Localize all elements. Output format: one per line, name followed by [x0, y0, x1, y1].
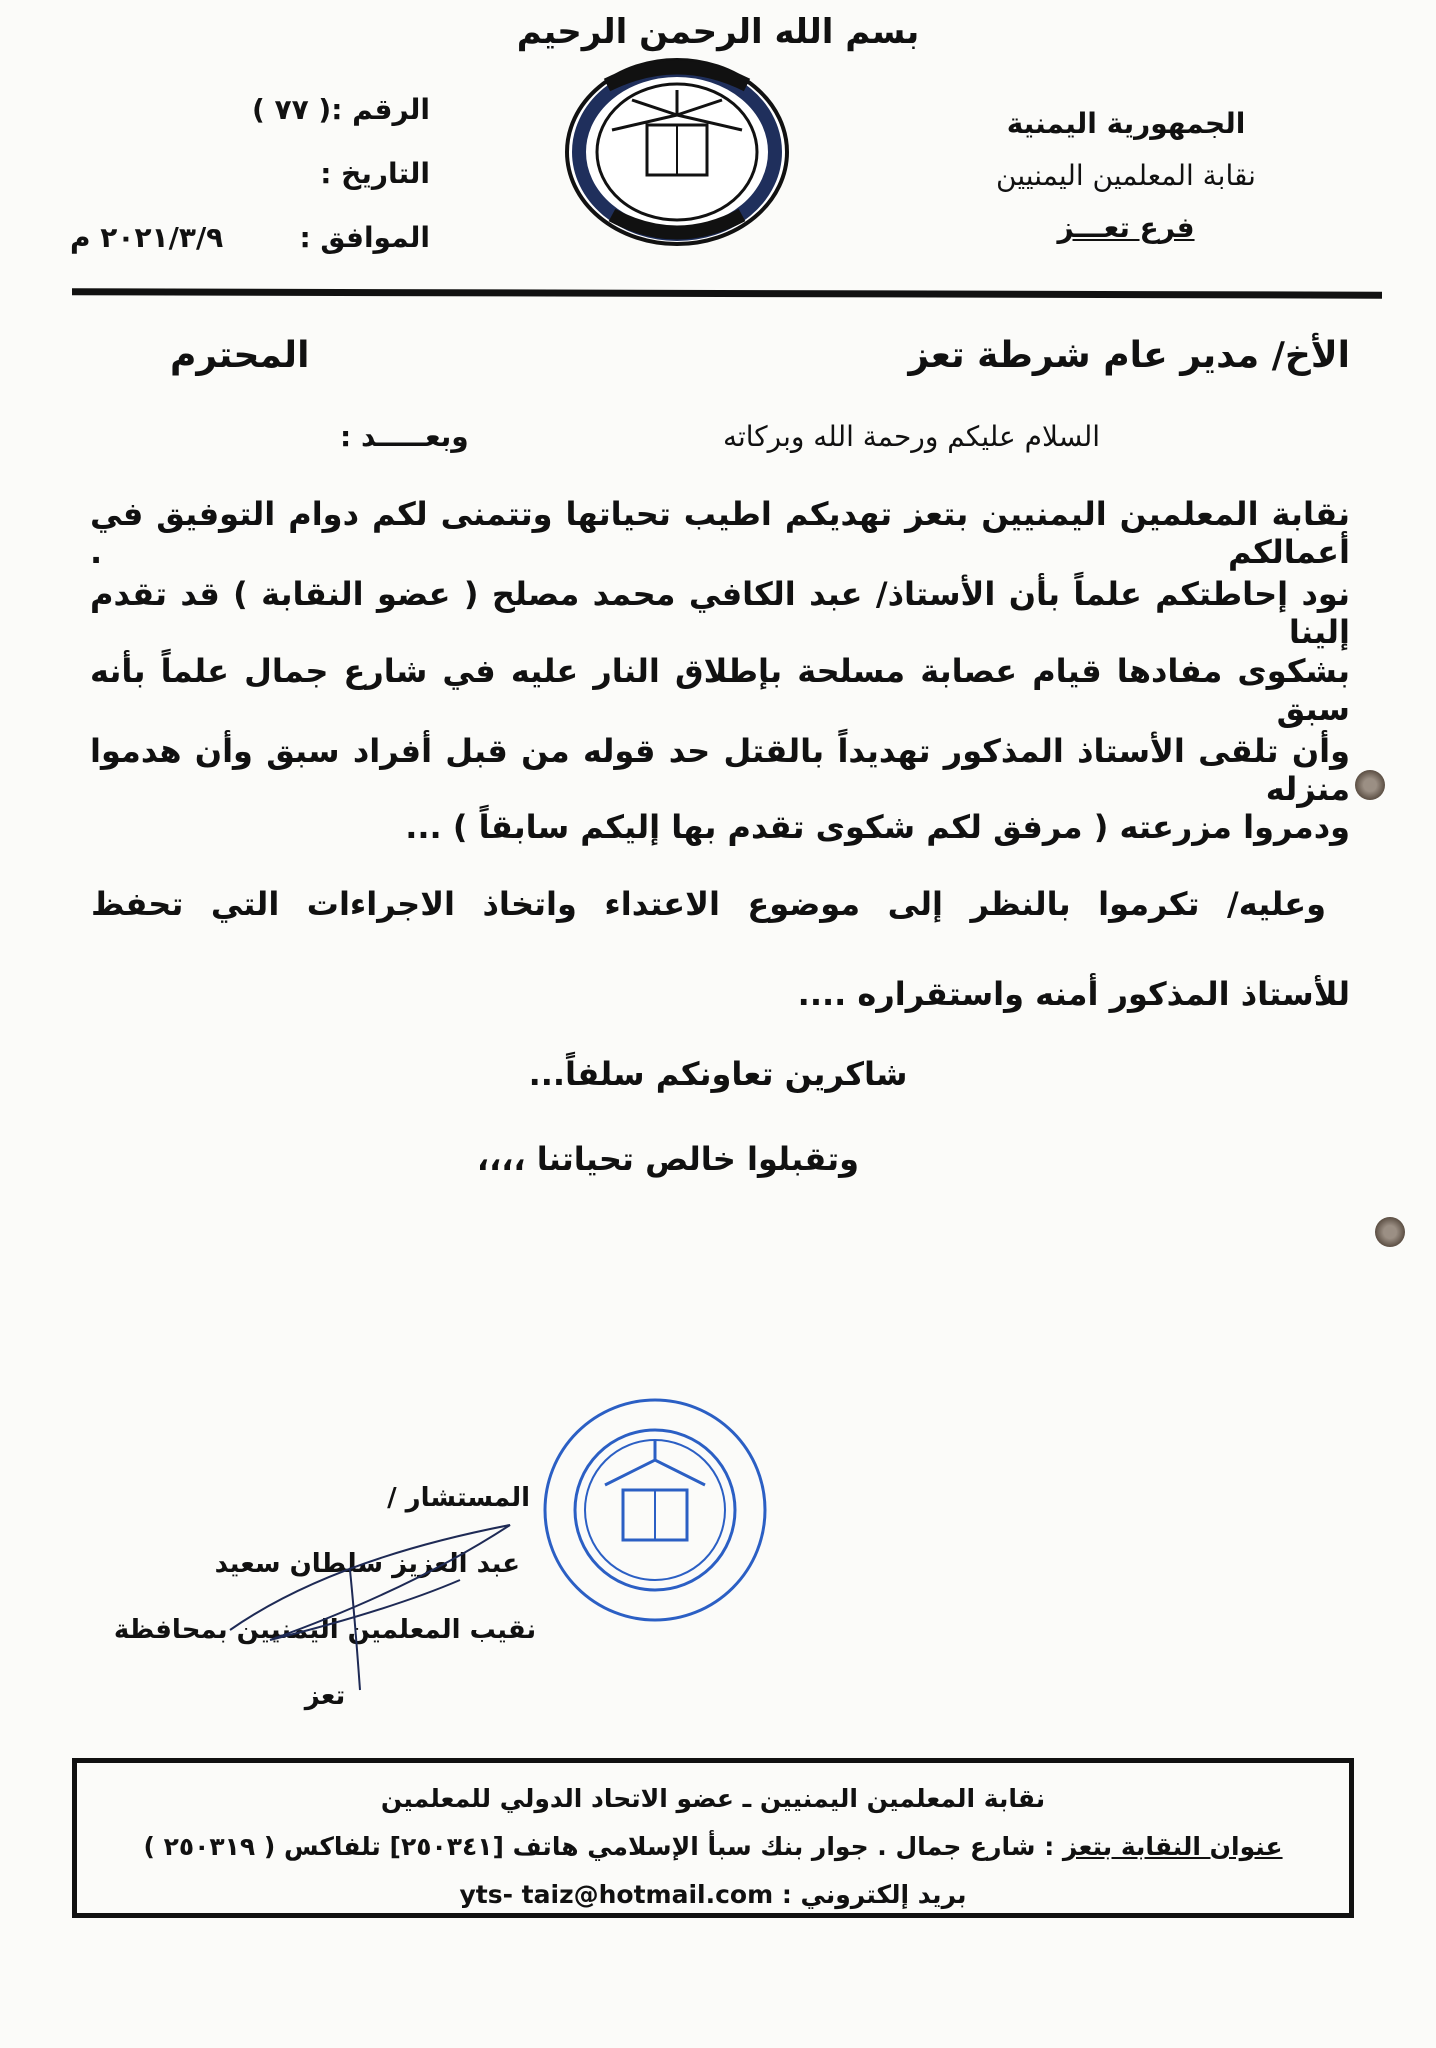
- basmala: بسم الله الرحمن الرحيم: [516, 12, 920, 52]
- greeting: السلام عليكم ورحمة الله وبركاته: [722, 420, 1100, 453]
- closing-line: وتقبلوا خالص تحياتنا ،،،،: [476, 1140, 860, 1178]
- signer-name: عبد العزيز سلطان سعيد: [214, 1549, 520, 1579]
- signer-title: نقيب المعلمين اليمنيين بمحافظة تعز: [113, 1615, 537, 1711]
- thanks-line: شاكرين تعاونكم سلفاً...: [528, 1055, 908, 1093]
- email-address[interactable]: yts- taiz@hotmail.com: [459, 1880, 774, 1909]
- branch-name: فرع تعـــز: [1057, 211, 1195, 244]
- footer-address-line: [77, 1823, 1349, 1871]
- email-label: بريد إلكتروني :: [781, 1880, 967, 1909]
- footer-email-line: [77, 1871, 1349, 1919]
- recipient: الأخ/ مدير عام شرطة تعز: [908, 335, 1350, 376]
- punch-hole: [1355, 770, 1385, 800]
- body-line: للأستاذ المذكور أمنه واستقراره ....: [797, 975, 1350, 1013]
- footer-org-line: نقابة المعلمين اليمنيين ـ عضو الاتحاد الدولي للمعلمين: [380, 1784, 1046, 1813]
- body-line: وأن تلقى الأستاذ المذكور تهديداً بالقتل حد قوله من قبل أفراد سبق وأن هدموا منزله: [90, 732, 1350, 808]
- header-divider: [72, 288, 1382, 298]
- after-greeting: وبعـــــد :: [340, 420, 469, 453]
- official-stamp: [535, 1390, 775, 1630]
- body-line: نود إحاطتكم علماً بأن الأستاذ/ عبد الكافي محمد مصلح ( عضو النقابة ) قد تقدم إلينا: [90, 575, 1350, 651]
- body-line: نقابة المعلمين اليمنيين بتعز تهديكم اطيب تحياتها وتتمنى لكم دوام التوفيق في أعمالكم .: [90, 495, 1350, 571]
- corresponding-label: الموافق :: [299, 221, 430, 254]
- punch-hole: [1375, 1217, 1405, 1247]
- organization-name: نقابة المعلمين اليمنيين: [996, 159, 1256, 192]
- letterhead-right: [966, 98, 1286, 254]
- body-line: وعليه/ تكرموا بالنظر إلى موضوع الاعتداء واتخاذ الاجراءات التي تحفظ: [91, 885, 1326, 923]
- number-value: ( ٧٧ ): [251, 93, 332, 126]
- corresponding-date: ٢٠٢١/٣/٩ م: [70, 221, 224, 254]
- number-label: الرقم :: [331, 93, 430, 126]
- honorific: المحترم: [170, 335, 310, 376]
- body-line: ودمروا مزرعته ( مرفق لكم شكوى تقدم بها إليكم سابقاً ) ...: [405, 808, 1350, 846]
- date-label: التاريخ :: [320, 157, 430, 190]
- union-logo: [562, 55, 792, 250]
- footer-box: [72, 1758, 1354, 1918]
- country-name: الجمهورية اليمنية: [1006, 107, 1246, 140]
- address-text: : شارع جمال . جوار بنك سبأ الإسلامي هاتف [٢٥٠٣٤١] تلفاكس ( ٢٥٠٣١٩ ): [143, 1832, 1055, 1861]
- handwritten-signature: [210, 1500, 540, 1700]
- recipient-line: [90, 335, 1350, 376]
- signer-role: المستشار /: [387, 1483, 530, 1513]
- letterhead-left: [70, 78, 430, 270]
- address-label: عنوان النقابة بتعز: [1062, 1832, 1283, 1861]
- body-line: بشكوى مفادها قيام عصابة مسلحة بإطلاق النار عليه في شارع جمال علماً بأنه سبق: [90, 652, 1350, 728]
- greeting-line: [340, 420, 1100, 453]
